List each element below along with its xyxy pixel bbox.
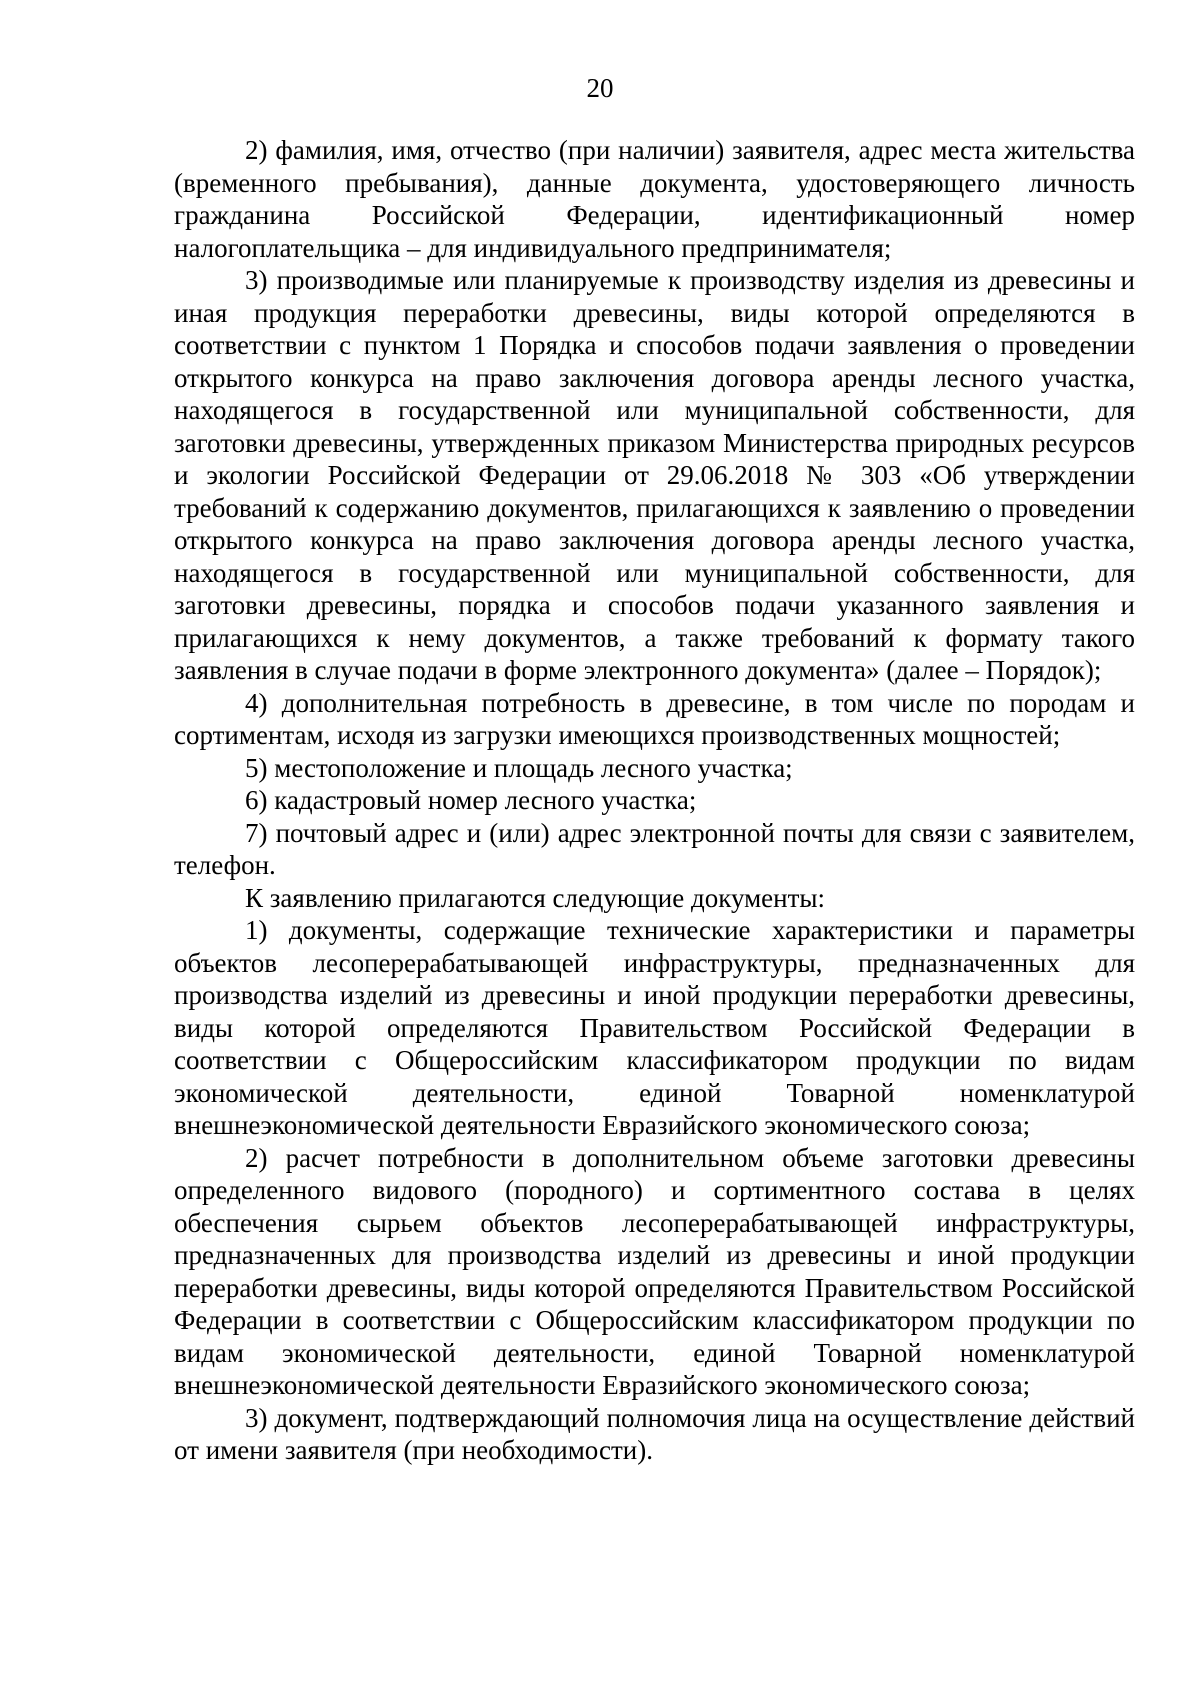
list-item-applicant-name: 2) фамилия, имя, отчество (при наличии) заявителя, адрес места жительства (временного пребывания), данные документа, удостоверяющего личность гражданина Российской Федерации, идентификационный номер налогоплательщика – для индивидуального предпринимателя; [174,135,1135,263]
list-item-cadastral-number: 6) кадастровый номер лесного участка; [245,785,697,815]
list-item-contacts: 7) почтовый адрес и (или) адрес электронной почты для связи с заявителем, телефон. [174,817,1135,880]
attachment-item-authority-document: 3) документ, подтверждающий полномочия лица на осуществление действий от имени заявителя (при необходимости). [174,1402,1135,1465]
list-item-wood-demand: 4) дополнительная потребность в древесине, в том числе по породам и сортиментам, исходя из загрузки имеющихся производственных мощностей; [174,687,1135,750]
attachment-item-technical-docs: 1) документы, содержащие технические характеристики и параметры объектов лесоперерабатывающей инфраструктуры, предназначенных для производства изделий из древесины и иной продукции переработки древесины, виды которой определяются Правительством Российской Федерации в соответствии с Общероссийским классификатором продукции по видам экономической деятельности, единой Товарной номенклатурой внешнеэкономической деятельности Евразийского экономического союза; [174,915,1135,1140]
document-body [174,134,1135,1467]
list-item-location: 5) местоположение и площадь лесного участка; [245,752,793,783]
page-number: 20 [586,73,614,103]
list-item-products: 3) производимые или планируемые к производству изделия из древесины и иная продукция переработки древесины, виды которой определяются в соответствии с пунктом 1 Порядка и способов подачи заявления о проведении открытого конкурса на право заключения договора аренды лесного участка, находящегося в государственной или муниципальной собственности, для заготовки древесины, утвержденных приказом Министерства природных ресурсов и экологии Российской Федерации от 29.06.2018 № 303 «Об утверждении требований к содержанию документов, прилагающихся к заявлению о проведении открытого конкурса на право заключения договора аренды лесного участка, находящегося в государственной или муниципальной собственности, для заготовки древесины, порядка и способов подачи указанного заявления и прилагающихся к нему документов, а также требований к формату такого заявления в случае подачи в форме электронного документа» (далее – Порядок); [174,265,1135,685]
attachment-item-demand-calculation: 2) расчет потребности в дополнительном объеме заготовки древесины определенного видового (породного) и сортиментного состава в целях обеспечения сырьем объектов лесоперерабатывающей инфраструктуры, предназначенных для производства изделий из древесины и иной продукции переработки древесины, виды которой определяются Правительством Российской Федерации в соответствии с Общероссийским классификатором продукции по видам экономической деятельности, единой Товарной номенклатурой внешнеэкономической деятельности Евразийского экономического союза; [174,1142,1135,1400]
attachments-heading: К заявлению прилагаются следующие документы: [245,882,826,913]
